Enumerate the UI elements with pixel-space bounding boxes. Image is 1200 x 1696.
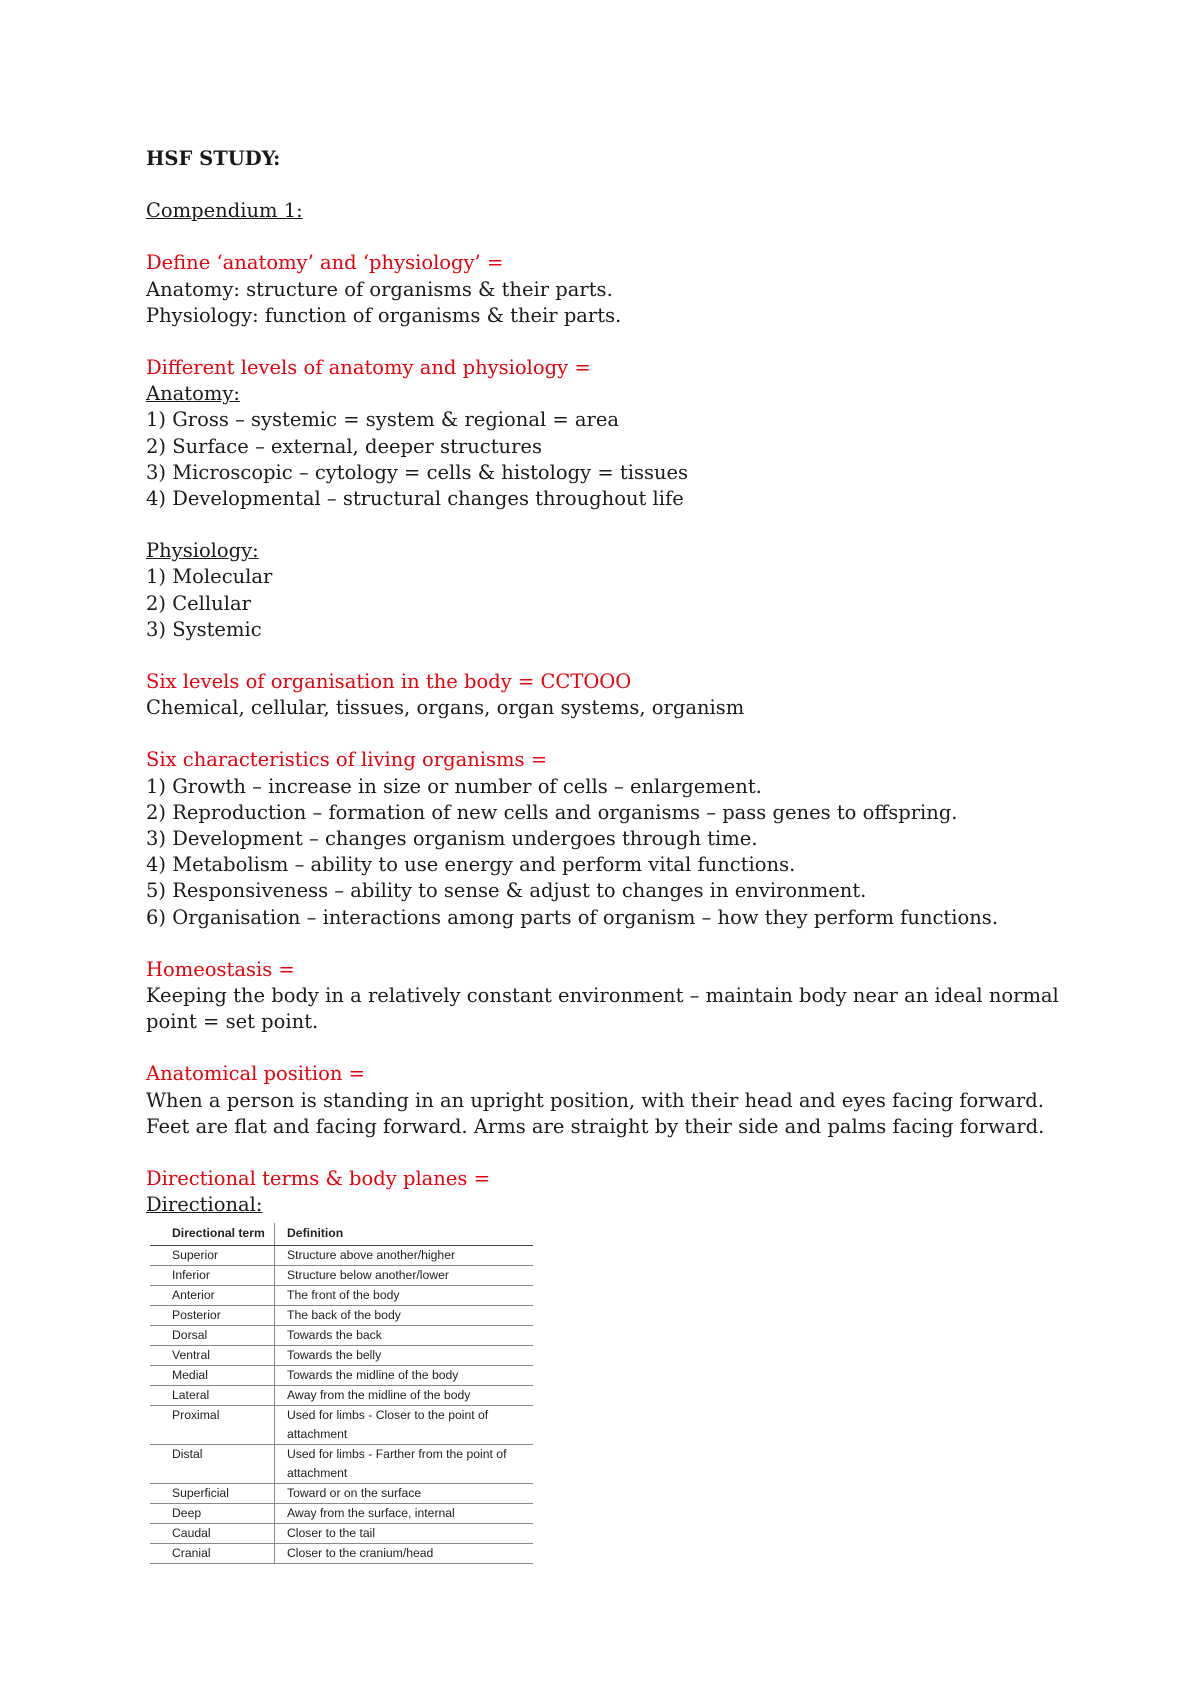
table-row <box>150 1444 533 1483</box>
section-heading: Six levels of organisation in the body = CCTOOO <box>146 670 632 694</box>
list-item: 5) Responsiveness – ability to sense & adjust to changes in environment. <box>146 879 867 903</box>
column-header-definition: Definition <box>275 1223 534 1246</box>
anatomy-label: Anatomy: <box>146 382 240 406</box>
term-cell: Posterior <box>150 1305 275 1325</box>
section-heading: Define ‘anatomy’ and ‘physiology’ = <box>146 251 504 275</box>
term-cell: Superior <box>150 1245 275 1265</box>
list-item: 2) Cellular <box>146 591 251 615</box>
list-item: 6) Organisation – interactions among parts of organism – how they perform functions. <box>146 905 999 929</box>
list-item: 1) Growth – increase in size or number of cells – enlargement. <box>146 774 762 798</box>
definition-cell: Closer to the cranium/head <box>275 1543 534 1563</box>
list-item: 2) Surface – external, deeper structures <box>146 434 542 458</box>
term-cell: Superficial <box>150 1483 275 1503</box>
section-heading: Anatomical position = <box>146 1062 365 1086</box>
table-row <box>150 1325 533 1345</box>
definition-cell: The back of the body <box>275 1305 534 1325</box>
spacer <box>146 512 1076 538</box>
definition-cell: Used for limbs - Farther from the point of attachment <box>275 1444 534 1483</box>
list-item: 1) Molecular <box>146 565 273 589</box>
definition-cell: Structure above another/higher <box>275 1245 534 1265</box>
term-cell: Proximal <box>150 1405 275 1444</box>
definition-cell: Used for limbs - Closer to the point of attachment <box>275 1405 534 1444</box>
paragraph: Keeping the body in a relatively constant environment – maintain body near an ideal normal point = set point. <box>146 984 1059 1034</box>
definition-cell: Toward or on the surface <box>275 1483 534 1503</box>
definition-cell: Towards the midline of the body <box>275 1365 534 1385</box>
section-characteristics <box>146 747 1076 930</box>
section-heading: Different levels of anatomy and physiology = <box>146 356 591 380</box>
table-row <box>150 1265 533 1285</box>
table-row <box>150 1503 533 1523</box>
table-header-row <box>150 1223 533 1246</box>
directional-label: Directional: <box>146 1193 263 1217</box>
column-header-term: Directional term <box>150 1223 275 1246</box>
section-heading: Directional terms & body planes = <box>146 1167 490 1191</box>
table-row <box>150 1543 533 1563</box>
term-cell: Anterior <box>150 1285 275 1305</box>
text-line: Physiology: function of organisms & their parts. <box>146 303 622 327</box>
section-anatomical-position <box>146 1061 1076 1140</box>
table-row <box>150 1285 533 1305</box>
physiology-label: Physiology: <box>146 539 259 563</box>
text-line: Anatomy: structure of organisms & their parts. <box>146 277 613 301</box>
section-define <box>146 250 1076 329</box>
directional-terms-table <box>150 1223 533 1564</box>
list-item: 2) Reproduction – formation of new cells and organisms – pass genes to offspring. <box>146 800 958 824</box>
term-cell: Distal <box>150 1444 275 1483</box>
term-cell: Inferior <box>150 1265 275 1285</box>
table-row <box>150 1365 533 1385</box>
term-cell: Ventral <box>150 1345 275 1365</box>
definition-cell: Away from the surface, internal <box>275 1503 534 1523</box>
list-item: 4) Developmental – structural changes throughout life <box>146 487 684 511</box>
term-cell: Caudal <box>150 1523 275 1543</box>
section-heading: Six characteristics of living organisms = <box>146 748 548 772</box>
list-item: 4) Metabolism – ability to use energy and perform vital functions. <box>146 853 796 877</box>
list-item: 3) Systemic <box>146 617 262 641</box>
definition-cell: Towards the back <box>275 1325 534 1345</box>
list-item: 1) Gross – systemic = system & regional = area <box>146 408 620 432</box>
definition-cell: Towards the belly <box>275 1345 534 1365</box>
definition-cell: Structure below another/lower <box>275 1265 534 1285</box>
compendium-heading: Compendium 1: <box>146 199 303 223</box>
table-row <box>150 1405 533 1444</box>
table-row <box>150 1483 533 1503</box>
term-cell: Medial <box>150 1365 275 1385</box>
term-cell: Dorsal <box>150 1325 275 1345</box>
table-row <box>150 1345 533 1365</box>
document-body <box>146 146 1076 1564</box>
term-cell: Cranial <box>150 1543 275 1563</box>
section-homeostasis <box>146 957 1076 1036</box>
text-line: Chemical, cellular, tissues, organs, organ systems, organism <box>146 696 745 720</box>
list-item: 3) Development – changes organism undergoes through time. <box>146 827 758 851</box>
definition-cell: Closer to the tail <box>275 1523 534 1543</box>
table-row <box>150 1245 533 1265</box>
table-row <box>150 1523 533 1543</box>
section-heading: Homeostasis = <box>146 957 295 981</box>
table-row <box>150 1305 533 1325</box>
paragraph: When a person is standing in an upright position, with their head and eyes facing forward. Feet are flat and facing forward. Arms are straight by their side and palms facing forward. <box>146 1088 1045 1138</box>
term-cell: Deep <box>150 1503 275 1523</box>
definition-cell: The front of the body <box>275 1285 534 1305</box>
list-item: 3) Microscopic – cytology = cells & histology = tissues <box>146 460 689 484</box>
section-levels <box>146 355 1076 643</box>
term-cell: Lateral <box>150 1385 275 1405</box>
section-organisation <box>146 669 1076 721</box>
definition-cell: Away from the midline of the body <box>275 1385 534 1405</box>
document-title: HSF STUDY: <box>146 147 281 170</box>
section-directional <box>146 1166 1076 1563</box>
table-row <box>150 1385 533 1405</box>
